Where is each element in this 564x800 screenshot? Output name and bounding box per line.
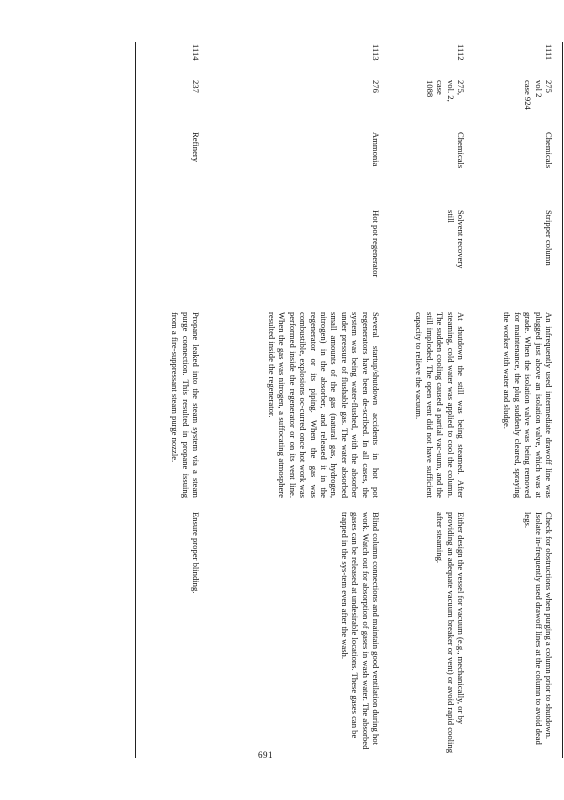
equipment: Hot pot regenerator xyxy=(371,210,381,278)
reference: 275, vol. 2, case 1088 xyxy=(424,80,466,102)
incident-description: At shutdown the still was being steamed. After steaming, cold water was applied to cool the column. The sudden cooling caused a partial vac-uum, and the still imploded. The open vent did not have sufficient capacity to relieve the vacuum. xyxy=(414,312,466,498)
recommendation: Check for obstructions when purging a column prior to shutdown. Isolate in-frequently used drawoff lines at the column to avoid dead legs. xyxy=(523,512,554,745)
case-number: 1114 xyxy=(191,44,201,61)
reference: 237 xyxy=(191,80,201,93)
recommendation: Ensure proper blinding. xyxy=(191,512,201,594)
incident-description: Several startup/shutdown accidents in hot pot regenerators have been de-scribed. In all cases, the system was being water-flushed, with the absorber under pressure of flushable gas. The water absorbed small amounts of the gas (natural gas, hydrogen, nitrogen) in the absorber, and released it in the regenerator or its piping. When the gas was combustible, explosions oc-curred once hot work was performed inside the regenerator or on its vent line. When the gas was nitrogen, a suffocating atmosphere resulted inside the regenerator. xyxy=(266,312,381,498)
table-top-rule xyxy=(562,42,563,758)
equipment: Solvent recovery still xyxy=(445,210,466,269)
table-bottom-rule xyxy=(135,42,136,758)
case-number: 1112 xyxy=(456,44,466,61)
incident-description: An infrequently used intermediate drawoff line was plugged just above an isolation valve, which was at grade. When the isolation valve was being removed for maintenance, the plug suddenly cleared, spraying the worker with water and sludge. xyxy=(502,312,554,498)
case-number: 1113 xyxy=(371,44,381,61)
recommendation: Either design the vessel for vacuum (e.g., mechanically, or by providing an adequate vacuum breaker or vent) or avoid rapid cooling after steaming. xyxy=(435,512,466,754)
incident-description: Propane leaked into the steam system via a steam purge connection. This resulted in propane issuing from a fire-suppressant steam purge nozzle. xyxy=(170,312,201,498)
rotated-table-page xyxy=(86,42,564,758)
industry: Ammonia xyxy=(371,132,381,167)
page-number: 691 xyxy=(258,750,273,760)
industry: Chemicals xyxy=(544,132,554,169)
case-number: 1111 xyxy=(544,44,554,61)
recommendation: Blind column connections and maintain good ventilation during hot work. Watch out for absorption of gases in wash water. The absorbed gases can be released at undesirable locations. These gases can be trapped in the sys-tem even after the wash. xyxy=(339,512,381,750)
equipment: Stripper column xyxy=(544,210,554,266)
industry: Chemicals xyxy=(456,132,466,169)
reference: 275 vol 2 case 924 xyxy=(523,80,554,110)
reference: 276 xyxy=(371,80,381,93)
industry: Refinery xyxy=(191,132,201,163)
